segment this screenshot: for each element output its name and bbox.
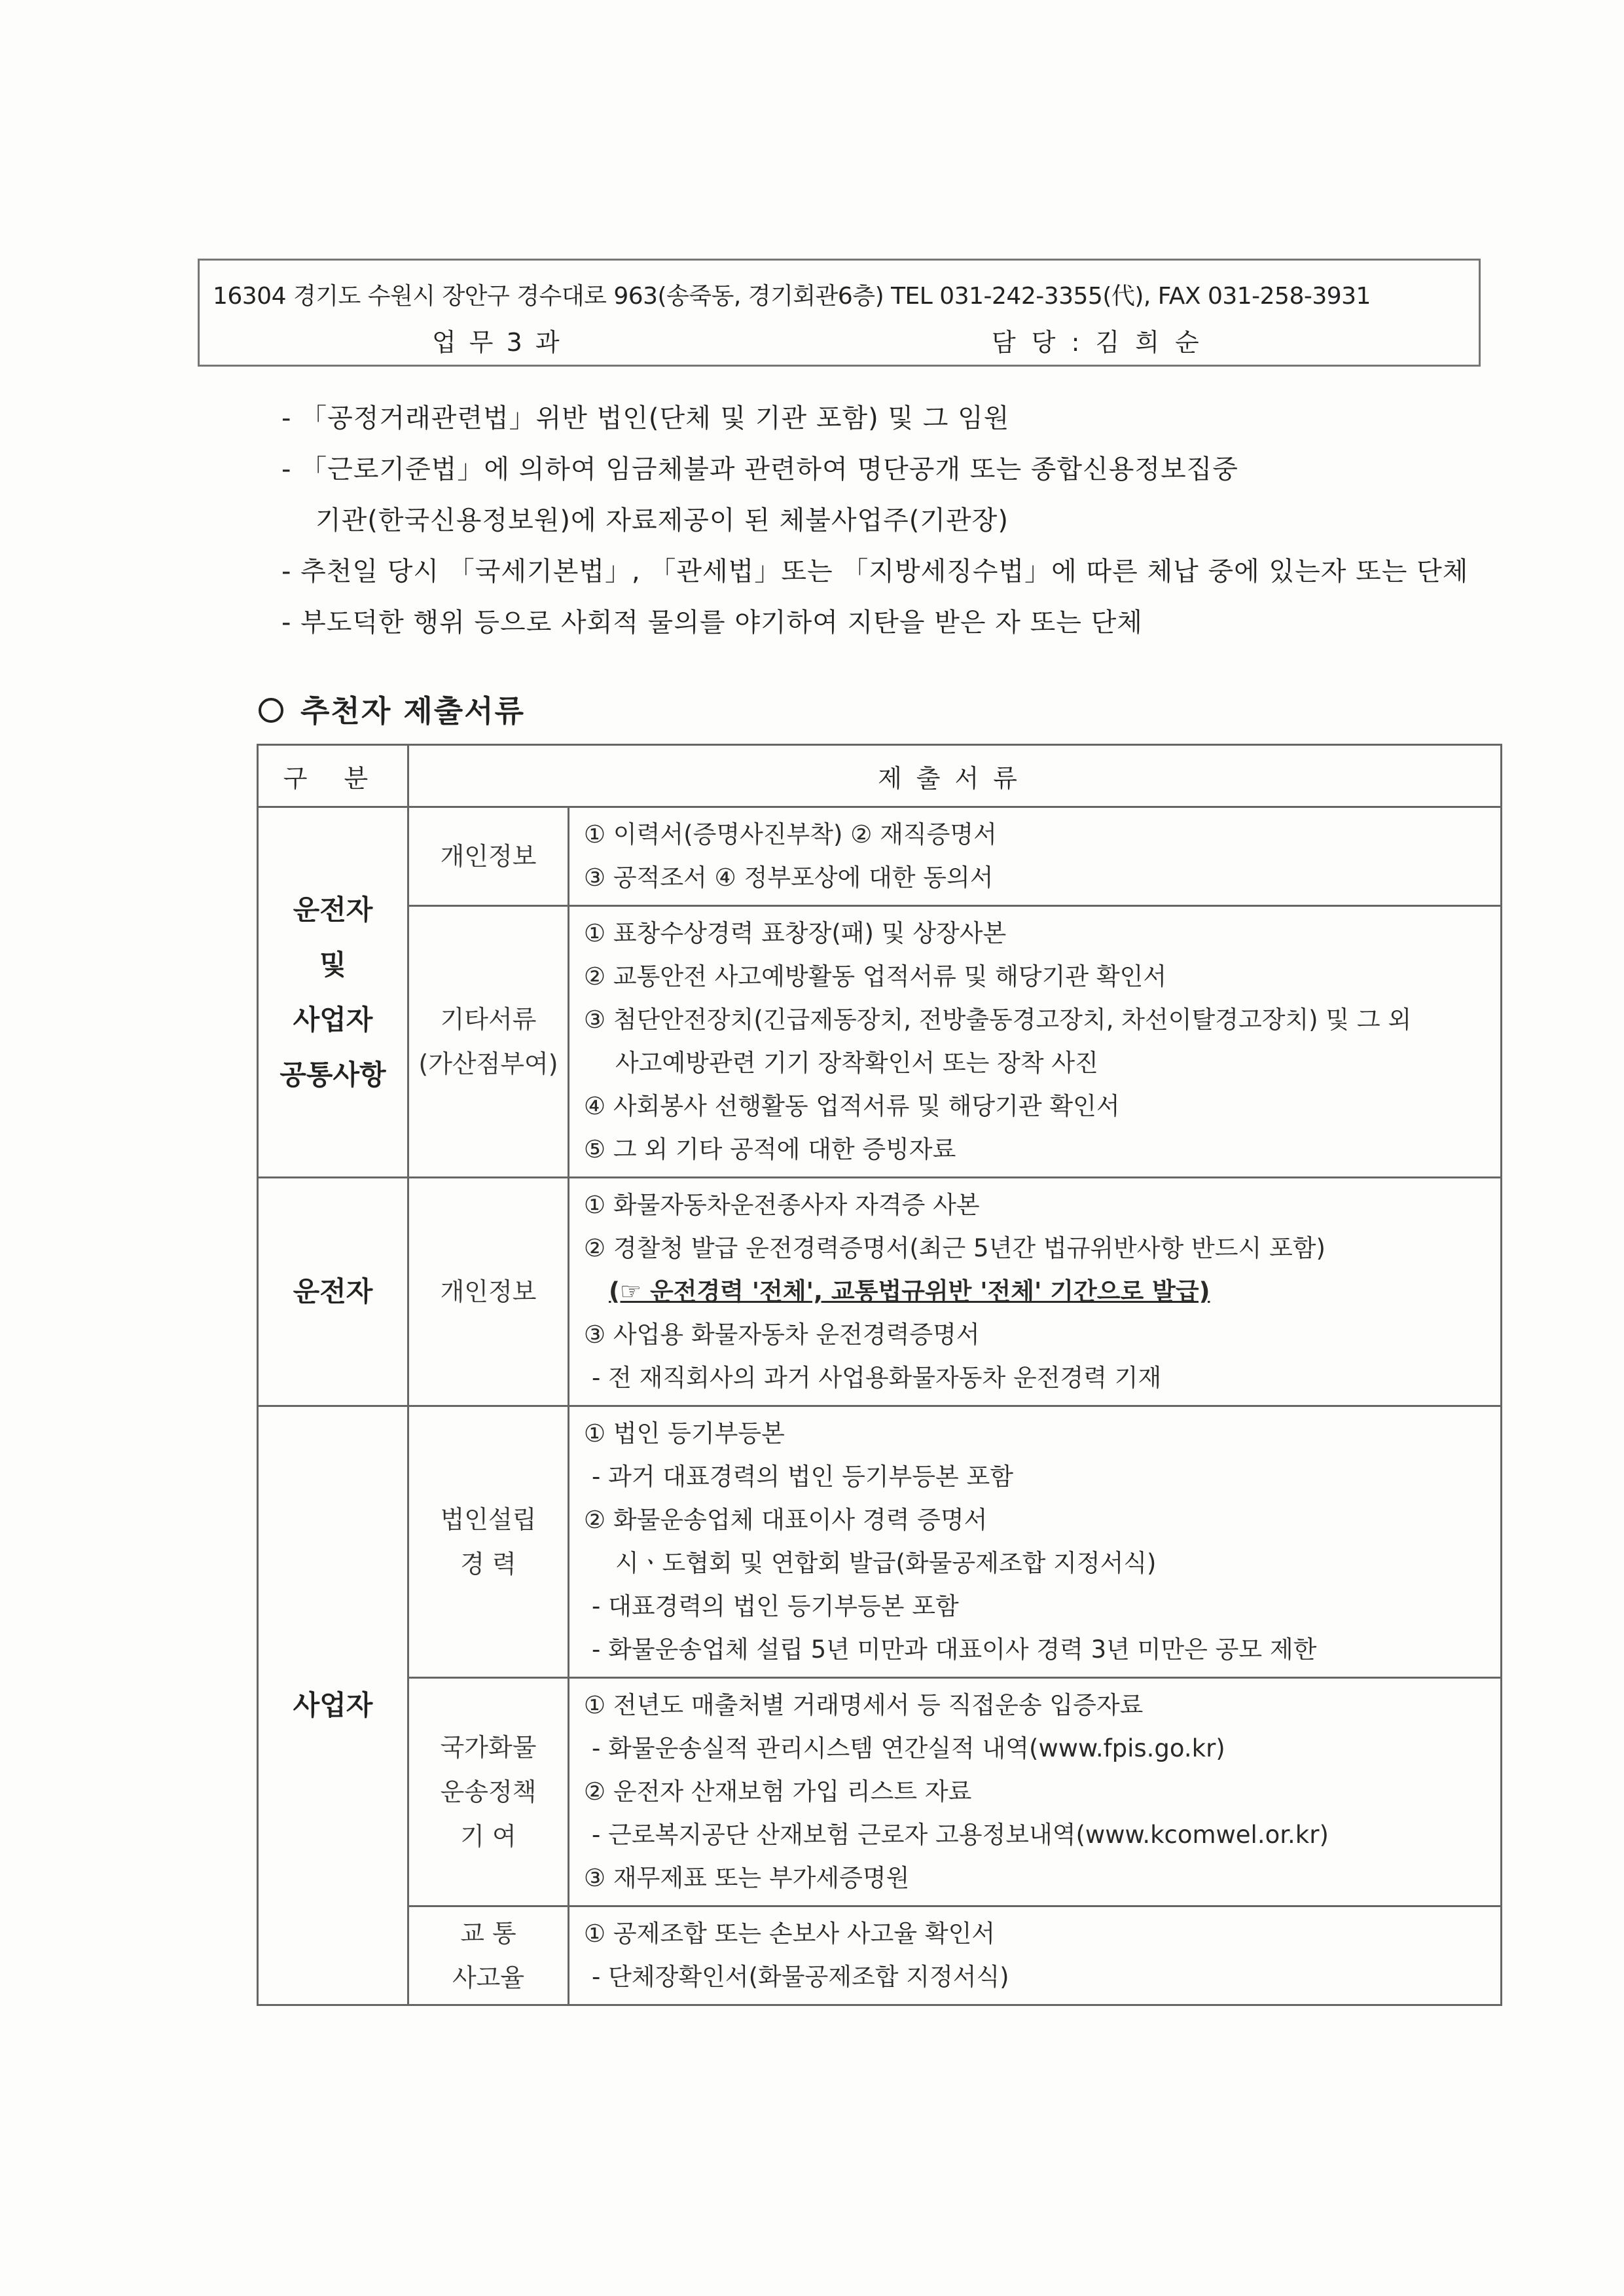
- section-title: 추천자 제출서류: [259, 687, 525, 731]
- table-row: [258, 1178, 1502, 1406]
- contact-address: 16304 경기도 수원시 장안구 경수대로 963(송죽동, 경기회관6층) TEL 031-242-3355(代), FAX 031-258-3931: [213, 283, 1371, 310]
- list-item: - 추천일 당시 「국세기본법」, 「관세법」또는 「지방세징수법」에 따른 체납 중에 있는자 또는 단체: [281, 556, 1469, 587]
- documents-cell: ① 표창수상경력 표창장(패) 및 상장사본 ② 교통안전 사고예방활동 업적서류 및 해당기관 확인서 ③ 첨단안전장치(긴급제동장치, 전방출동경고장치, 차선이탈경고장치) 및 그 외 사고예방관련 기기 장착확인서 또는 장착 사진 ④ 사회봉사 선행활동 업적서류 및 해당기관 확인서 ⑤ 그 외 기타 공적에 대한 증빙자료: [569, 906, 1502, 1178]
- documents-cell: ① 이력서(증명사진부착) ② 재직증명서 ③ 공적조서 ④ 정부포상에 대한 동의서: [569, 807, 1502, 906]
- list-item: 기관(한국신용정보원)에 자료제공이 된 체불사업주(기관장): [316, 505, 1009, 536]
- table-row: [258, 1678, 1502, 1906]
- subcategory-cell: 국가화물 운송정책 기 여: [408, 1678, 569, 1906]
- list-item: - 「근로기준법」에 의하여 임금체불과 관련하여 명단공개 또는 종합신용정보집중: [281, 454, 1238, 484]
- subcategory-cell: 교 통 사고율: [408, 1906, 569, 2005]
- table-row: [258, 1906, 1502, 2005]
- table-row: [258, 906, 1502, 1178]
- contact-person: 담 당 : 김 희 순: [992, 328, 1203, 357]
- category-cell: 사업자: [258, 1406, 408, 2005]
- subcategory-cell: 개인정보: [408, 1178, 569, 1406]
- documents-cell: ① 전년도 매출처별 거래명세서 등 직접운송 입증자료 - 화물운송실적 관리시스템 연간실적 내역(www.fpis.go.kr) ② 운전자 산재보험 가입 리스트 자료 - 근로복지공단 산재보험 근로자 고용정보내역(www.kcomwel.or.kr) ③ 재무제표 또는 부가세증명원: [569, 1678, 1502, 1906]
- documents-cell: ① 공제조합 또는 손보사 사고율 확인서 - 단체장확인서(화물공제조합 지정서식): [569, 1906, 1502, 2005]
- column-header-documents: 제출서류: [408, 745, 1502, 807]
- column-header-category: 구 분: [258, 745, 408, 807]
- table-row: [258, 807, 1502, 906]
- list-item: - 부도덕한 행위 등으로 사회적 물의를 야기하여 지탄을 받은 자 또는 단체: [281, 608, 1143, 638]
- category-cell: 운전자: [258, 1178, 408, 1406]
- subcategory-cell: 개인정보: [408, 807, 569, 906]
- table-row: [258, 1406, 1502, 1678]
- disqualification-list: [281, 393, 1469, 648]
- table-header-row: [258, 745, 1502, 807]
- circle-bullet-icon: [259, 698, 283, 723]
- contact-header-box: [198, 259, 1481, 367]
- department-label: 업 무 3 과: [432, 328, 562, 357]
- documents-cell: ① 법인 등기부등본 - 과거 대표경력의 법인 등기부등본 포함 ② 화물운송업체 대표이사 경력 증명서 시ㆍ도협회 및 연합회 발급(화물공제조합 지정서식) - 대표경력의 법인 등기부등본 포함 - 화물운송업체 설립 5년 미만과 대표이사 경력 3년 미만은 공모 제한: [569, 1406, 1502, 1678]
- submission-documents-table: [257, 744, 1502, 2006]
- documents-cell: ① 화물자동차운전종사자 자격증 사본 ② 경찰청 발급 운전경력증명서(최근 5년간 법규위반사항 반드시 포함) (☞ 운전경력 '전체', 교통법규위반 '전체' 기간으로 발급) ③ 사업용 화물자동차 운전경력증명서 - 전 재직회사의 과거 사업용화물자동차 운전경력 기재: [569, 1178, 1502, 1406]
- subcategory-cell: 법인설립 경 력: [408, 1406, 569, 1678]
- list-item: - 「공정거래관련법」위반 법인(단체 및 기관 포함) 및 그 임원: [281, 403, 1010, 433]
- category-cell: 운전자 및 사업자 공통사항: [258, 807, 408, 1178]
- subcategory-cell: 기타서류 (가산점부여): [408, 906, 569, 1178]
